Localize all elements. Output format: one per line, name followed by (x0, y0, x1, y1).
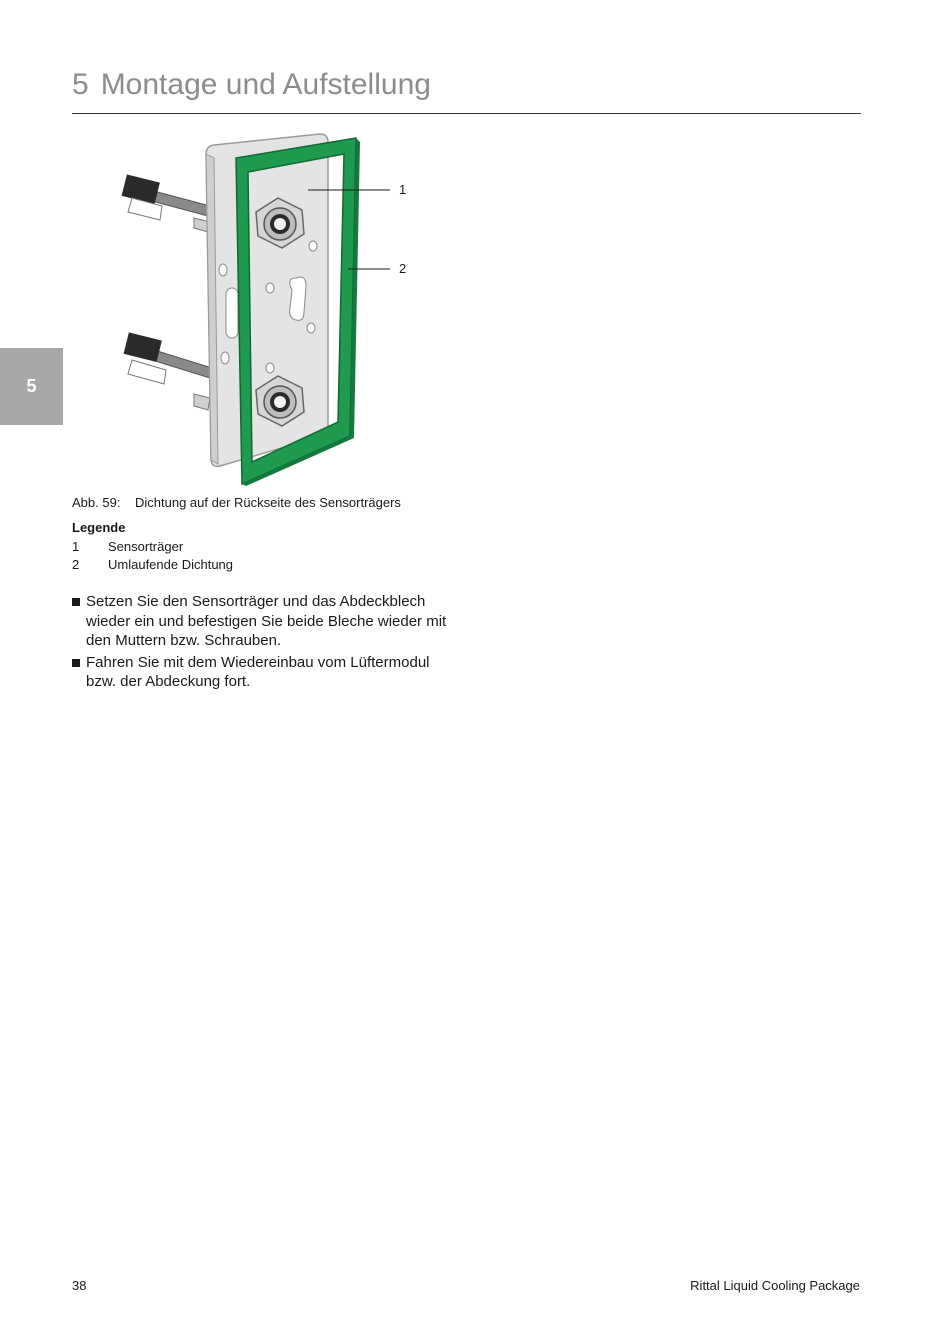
legend-list (72, 538, 233, 574)
square-bullet-icon (72, 598, 80, 606)
heading-rule (72, 113, 861, 114)
figure-number: Abb. 59: (72, 495, 121, 510)
instruction-text: Fahren Sie mit dem Wiedereinbau vom Lüftermodul bzw. der Abdeckung fort. (86, 653, 430, 690)
square-bullet-icon (72, 659, 80, 667)
legend-item-label: Sensorträger (108, 539, 184, 554)
footer-product-title: Rittal Liquid Cooling Package (690, 1278, 860, 1293)
chapter-heading (72, 68, 431, 102)
callout-2: 2 (399, 261, 407, 276)
chapter-title: Montage und Aufstellung (100, 68, 431, 101)
side-tab-label: 5 (26, 376, 37, 396)
figure-caption-text: Dichtung auf der Rückseite des Sensorträgers (135, 495, 401, 510)
sensor-carrier-figure (110, 128, 430, 490)
sensor-carrier-illustration (110, 128, 430, 490)
legend-item (72, 538, 233, 556)
cable-upper (122, 174, 210, 232)
figure-caption (72, 495, 401, 510)
legend-item (72, 556, 233, 574)
page-number: 38 (72, 1278, 87, 1293)
chapter-side-tab (0, 348, 63, 425)
cable-lower (124, 332, 212, 410)
legend-item-label: Umlaufende Dichtung (108, 557, 234, 572)
instruction-text: Setzen Sie den Sensorträger und das Abdeckblech wieder ein und befestigen Sie beide Bleche wieder mit den Muttern bzw. Schrauben. (86, 593, 447, 649)
instruction-list (72, 592, 462, 694)
legend-item-number: 1 (72, 539, 80, 554)
chapter-number: 5 (72, 68, 89, 101)
instruction-item (72, 592, 462, 651)
legend-item-number: 2 (72, 557, 80, 572)
instruction-item (72, 653, 462, 692)
callout-1: 1 (399, 182, 407, 197)
legend-title: Legende (72, 520, 126, 535)
